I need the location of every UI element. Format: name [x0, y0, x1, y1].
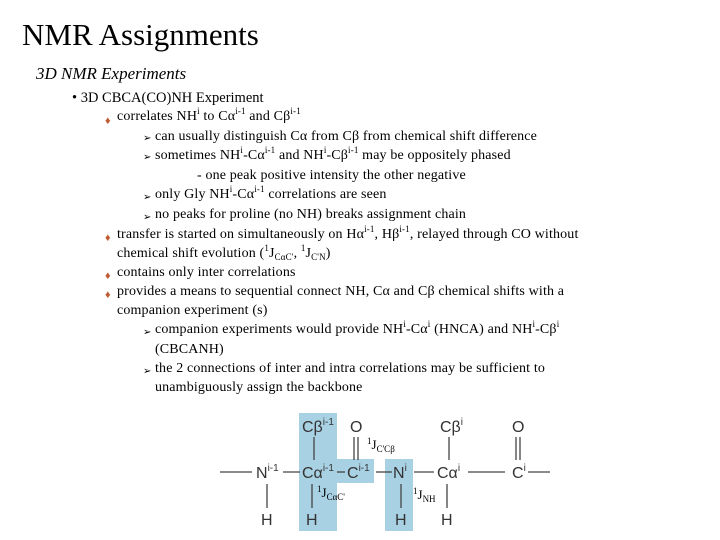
coupling-label-nh: $^1J_{NH}$ [413, 486, 436, 504]
atom-c: $C^{i-1}$ [347, 463, 370, 482]
list-item-continuation: companion experiment (s) [117, 303, 268, 318]
arrow-bullet-icon: ➢ [143, 152, 152, 163]
text: , [293, 246, 301, 261]
sup: i-1 [290, 106, 301, 116]
text: (HNCA) and NH [430, 322, 533, 337]
diamond-bullet-icon: ♦ [105, 115, 111, 127]
arrow-bullet-icon: ➢ [143, 366, 152, 377]
text: and Cβ [245, 109, 291, 124]
text: -Cα [405, 322, 428, 337]
text: transfer is started on simultaneously on Hα [117, 227, 365, 242]
text: companion experiments would provide NH [155, 322, 404, 337]
text: may be oppositely phased [358, 148, 511, 163]
sup: 1 [300, 243, 306, 253]
atom-n: $N^i$ [393, 463, 407, 482]
sup: i [427, 319, 431, 329]
text: to Cα [199, 109, 236, 124]
sub: C'N [311, 252, 326, 262]
sup: i-1 [254, 184, 265, 194]
text: -Cβ [535, 322, 557, 337]
text: , Hβ [374, 227, 400, 242]
text: -Cα [243, 148, 265, 163]
sup: i-1 [399, 224, 410, 234]
sup: i [197, 106, 200, 116]
text: chemical shift evolution ( [117, 246, 265, 261]
sup: i-1 [235, 106, 246, 116]
sub: CαC' [274, 252, 294, 262]
atom-h: H [306, 512, 318, 529]
text: only Gly NH [155, 187, 230, 202]
text: correlates NH [117, 109, 198, 124]
text: and NH [275, 148, 324, 163]
sup: i-1 [348, 145, 359, 155]
sup: i [403, 319, 406, 329]
coupling-label-ca-c: $^1J_{C\alpha C'}$ [317, 484, 345, 502]
text: J [269, 246, 275, 261]
list-item: can usually distinguish Cα from Cβ from chemical shift difference [155, 129, 538, 144]
section-subtitle: 3D NMR Experiments [36, 64, 187, 83]
list-item: no peaks for proline (no NH) breaks assignment chain [155, 207, 467, 222]
atom-cb: $C\beta^{i-1}$ [302, 417, 334, 436]
sup: i [556, 319, 560, 329]
sup: i-1 [364, 224, 375, 234]
text: sometimes NH [155, 148, 241, 163]
main-bullet: • 3D CBCA(CO)NH Experiment [72, 90, 264, 106]
text: -Cα [232, 187, 255, 202]
atom-o: O [350, 419, 363, 436]
text: , relayed through CO without [409, 227, 579, 242]
page-title: NMR Assignments [22, 17, 259, 52]
list-item: contains only inter correlations [117, 265, 296, 280]
text: J [305, 246, 312, 261]
diamond-bullet-icon: ♦ [105, 232, 111, 244]
atom-cb: $C\beta^i$ [440, 417, 463, 436]
atom-h: H [395, 512, 407, 529]
atom-o: O [512, 419, 525, 436]
atom-ca: $C\alpha^i$ [437, 463, 461, 482]
atom-ca: $C\alpha^{i-1}$ [302, 463, 334, 482]
list-item: provides a means to sequential connect NH, Cα and Cβ chemical shifts with a [117, 284, 565, 299]
text: correlations are seen [264, 187, 387, 202]
sup: i [323, 145, 327, 155]
list-item-continuation: - one peak positive intensity the other negative [197, 168, 466, 183]
sup: i [532, 319, 536, 329]
sup: i [229, 184, 233, 194]
list-item-continuation: (CBCANH) [155, 342, 224, 357]
arrow-bullet-icon: ➢ [143, 133, 152, 144]
diamond-bullet-icon: ♦ [105, 289, 111, 301]
atom-h: H [261, 512, 273, 529]
text: ) [325, 246, 331, 261]
arrow-bullet-icon: ➢ [143, 192, 152, 203]
arrow-bullet-icon: ➢ [143, 212, 152, 223]
sup: i-1 [264, 145, 276, 155]
list-item-continuation: unambiguously assign the backbone [155, 380, 363, 395]
arrow-bullet-icon: ➢ [143, 327, 152, 338]
text: -Cβ [326, 148, 349, 163]
list-item: the 2 connections of inter and intra correlations may be sufficient to [155, 361, 546, 376]
atom-n: $N^{i-1}$ [256, 463, 279, 482]
atom-h: H [441, 512, 453, 529]
diamond-bullet-icon: ♦ [105, 270, 111, 282]
atom-c: $C^i$ [512, 463, 526, 482]
sup: 1 [264, 243, 270, 253]
coupling-label-c-cb: $^1J_{C'C\beta}$ [367, 436, 395, 454]
sup: i [240, 145, 244, 155]
